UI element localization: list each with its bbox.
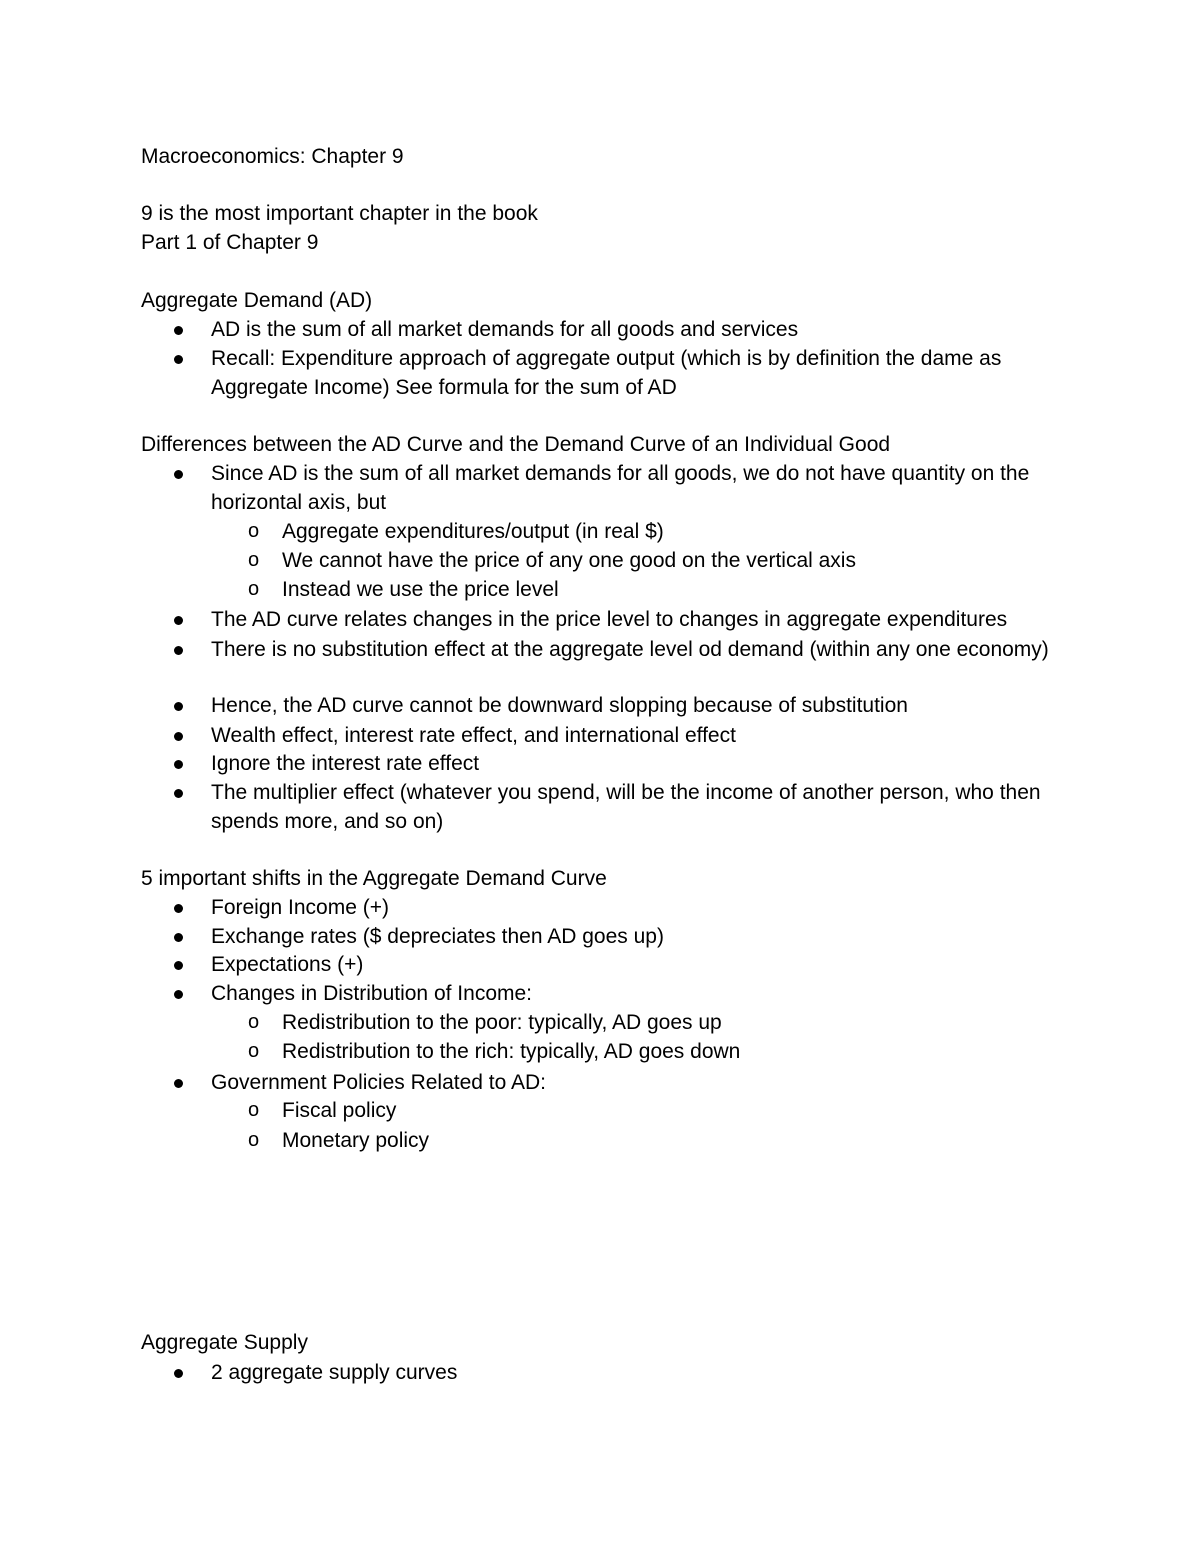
list-item-text: Changes in Distribution of Income:	[211, 982, 532, 1005]
list-item-text: Recall: Expenditure approach of aggregate output (which is by definition the dame as Aggregate Income) See formula for the sum of AD	[211, 347, 1002, 399]
bullet-icon	[174, 616, 183, 625]
bullet-icon	[174, 646, 183, 655]
sub-list-item-text: Instead we use the price level	[282, 578, 559, 601]
sub-list-item-text: Aggregate expenditures/output (in real $)	[282, 520, 664, 543]
bullet-icon	[174, 355, 183, 364]
sub-list-item-text: We cannot have the price of any one good on the vertical axis	[282, 549, 856, 572]
bullet-icon	[174, 990, 183, 999]
list-item-text: There is no substitution effect at the aggregate level od demand (within any one economy)	[211, 638, 1049, 661]
sub-list-item-text: Redistribution to the rich: typically, AD goes down	[282, 1040, 741, 1063]
intro-line: 9 is the most important chapter in the book	[141, 202, 538, 225]
list-item-text: Wealth effect, interest rate effect, and international effect	[211, 724, 736, 747]
sub-list-item-text: Redistribution to the poor: typically, AD goes up	[282, 1011, 722, 1034]
bullet-icon	[174, 789, 183, 798]
circle-bullet-icon: o	[248, 1129, 260, 1151]
circle-bullet-icon: o	[248, 549, 260, 571]
bullet-icon	[174, 933, 183, 942]
list-item-text: Expectations (+)	[211, 953, 364, 976]
list-item-text: Foreign Income (+)	[211, 896, 389, 919]
bullet-icon	[174, 1079, 183, 1088]
circle-bullet-icon: o	[248, 520, 260, 542]
circle-bullet-icon: o	[248, 578, 260, 600]
document-title: Macroeconomics: Chapter 9	[141, 145, 404, 168]
circle-bullet-icon: o	[248, 1040, 260, 1062]
circle-bullet-icon: o	[248, 1011, 260, 1033]
section-heading-aggregate-supply: Aggregate Supply	[141, 1331, 308, 1354]
list-item-text: Hence, the AD curve cannot be downward slopping because of substitution	[211, 694, 908, 717]
bullet-icon	[174, 961, 183, 970]
list-item-text: AD is the sum of all market demands for all goods and services	[211, 318, 799, 341]
bullet-icon	[174, 904, 183, 913]
list-item-text: The AD curve relates changes in the price level to changes in aggregate expenditures	[211, 608, 1008, 631]
circle-bullet-icon: o	[248, 1099, 260, 1121]
section-heading-shifts: 5 important shifts in the Aggregate Demand Curve	[141, 867, 607, 890]
list-item-text: 2 aggregate supply curves	[211, 1361, 458, 1384]
sub-list-item-text: Fiscal policy	[282, 1099, 397, 1122]
list-item-text: Government Policies Related to AD:	[211, 1071, 546, 1094]
bullet-icon	[174, 470, 183, 479]
bullet-icon	[174, 702, 183, 711]
list-item-text: The multiplier effect (whatever you spend, will be the income of another person, who then spends more, and so on)	[211, 781, 1041, 833]
list-item-text: Exchange rates ($ depreciates then AD goes up)	[211, 925, 664, 948]
intro-line: Part 1 of Chapter 9	[141, 231, 319, 254]
list-item-text: Ignore the interest rate effect	[211, 752, 480, 775]
bullet-icon	[174, 760, 183, 769]
section-heading-differences: Differences between the AD Curve and the Demand Curve of an Individual Good	[141, 433, 891, 456]
bullet-icon	[174, 732, 183, 741]
list-item-text: Since AD is the sum of all market demands for all goods, we do not have quantity on the horizontal axis, but	[211, 462, 1030, 514]
bullet-icon	[174, 1369, 183, 1378]
section-heading-aggregate-demand: Aggregate Demand (AD)	[141, 289, 373, 312]
sub-list-item-text: Monetary policy	[282, 1129, 430, 1152]
bullet-icon	[174, 326, 183, 335]
